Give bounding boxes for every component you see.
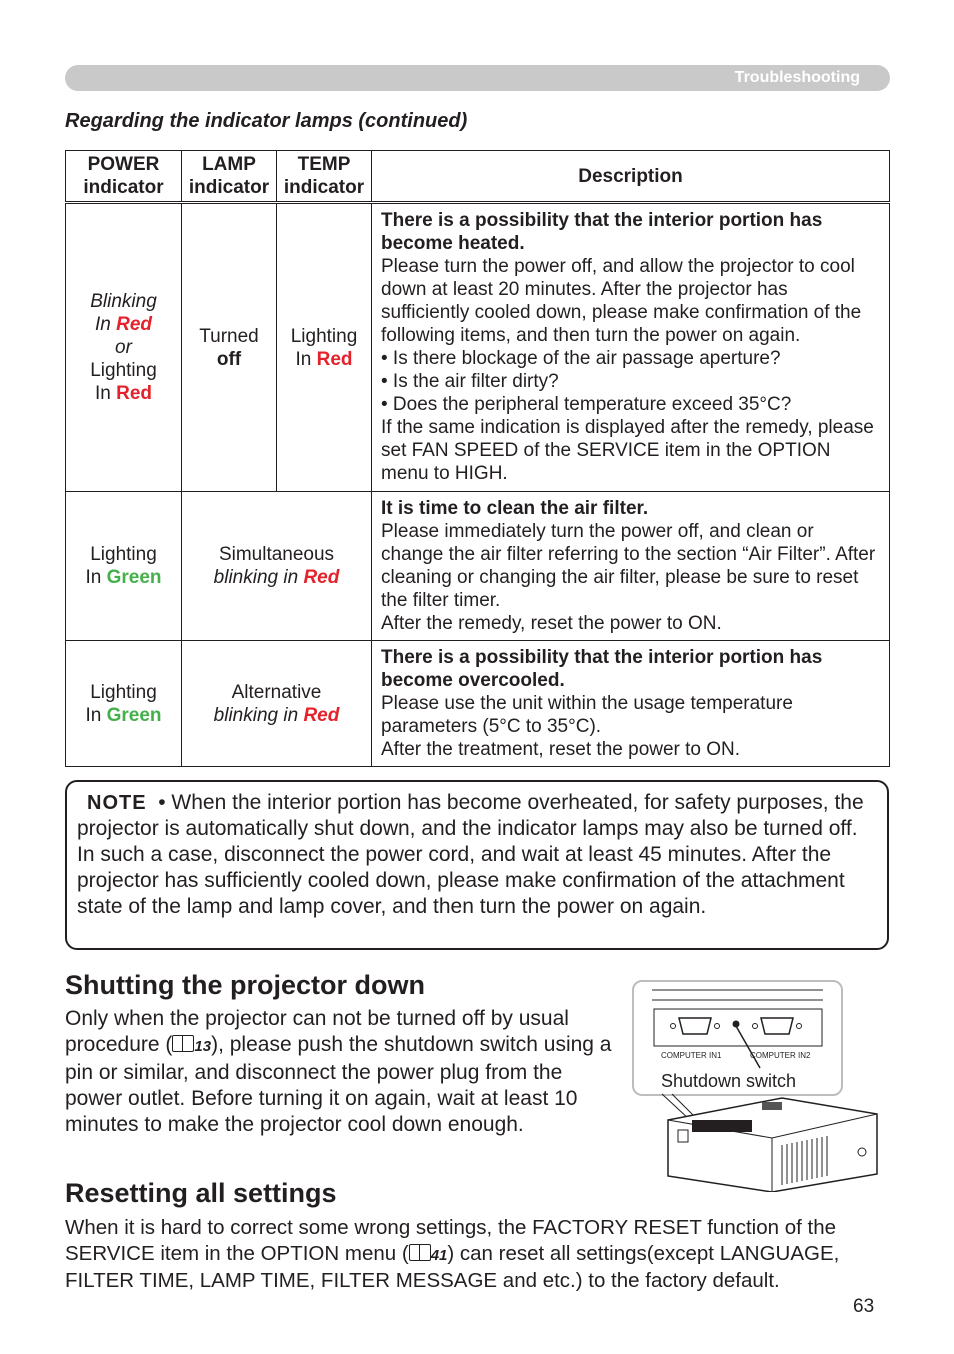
section-header-bar bbox=[65, 65, 890, 91]
shutdown-switch-figure bbox=[632, 980, 894, 1192]
row2-title: It is time to clean the air filter. bbox=[381, 497, 649, 519]
row1-body-1: Please turn the power off, and allow the projector to cool down at least 20 minutes. After the projector has sufficiently cooled down, please make confirmation of the following items, and then turn the power on again. bbox=[381, 256, 862, 346]
table-row bbox=[66, 492, 890, 641]
row3-description-cell bbox=[372, 641, 890, 767]
section-header-label: Troubleshooting bbox=[734, 69, 860, 86]
row1-lamp-cell: Turned off bbox=[182, 203, 277, 492]
projector-icon bbox=[668, 1098, 877, 1192]
table-row bbox=[66, 203, 890, 492]
header-power: POWER indicator bbox=[66, 151, 182, 203]
row1-body-5: If the same indication is displayed after the remedy, please set FAN SPEED of the SERVICE item in the OPTION menu to HIGH. bbox=[381, 417, 874, 484]
row1-body-4: • Does the peripheral temperature exceed 35°C? bbox=[381, 394, 792, 415]
reset-heading: Resetting all settings bbox=[65, 1178, 337, 1208]
row2-body-2: After the remedy, reset the power to ON. bbox=[381, 612, 722, 634]
subheading: Regarding the indicator lamps (continued) bbox=[65, 110, 468, 132]
row1-temp-cell: Lighting In Red bbox=[277, 203, 372, 492]
row2-body-1: Please immediately turn the power off, and clean or change the air filter referring to the section “Air Filter”. After cleaning or changing the air filter, please be sure to reset the filter timer. bbox=[381, 520, 876, 611]
port2-label: COMPUTER IN2 bbox=[750, 1051, 811, 1060]
row3-body-2: After the treatment, reset the power to ON. bbox=[381, 738, 741, 760]
row2-description-cell bbox=[372, 492, 890, 641]
table-row bbox=[66, 641, 890, 767]
page-number: 63 bbox=[853, 1296, 875, 1317]
row3-title: There is a possibility that the interior portion has become overcooled. bbox=[381, 646, 823, 691]
reset-paragraph: When it is hard to correct some wrong settings, the FACTORY RESET function of the SERVICE item in the OPTION menu ( 41) can reset all settings(except LANGUAGE, FILTER TIME, LAMP TIME, FILTER MESSAGE and etc.) to the factory default. bbox=[65, 1216, 840, 1292]
note-text: • When the interior portion has become overheated, for safety purposes, the projector is automatically shut down, and the indicator lamps may also be turned off. In such a case, disconnect the power cord, and wait at least 45 minutes. After the projector has sufficiently cooled down, please make confirmation of the attachment state of the lamp and lamp cover, and then turn the power on again. bbox=[77, 791, 864, 918]
row1-body-3: • Is the air filter dirty? bbox=[381, 371, 559, 392]
row3-power-cell: Lighting In Green bbox=[66, 641, 182, 767]
row3-lamp-temp-cell: Alternative blinking in Red bbox=[182, 641, 372, 767]
shutdown-paragraph: Only when the projector can not be turned off by usual procedure ( 13), please push the shutdown switch using a pin or similar, and disconnect the power plug from the power outlet. Before turning it on again, wait at least 10 minutes to make the projector cool down enough. bbox=[65, 1007, 612, 1136]
row1-power-cell: Blinking In Red or Lighting In Red bbox=[66, 203, 182, 492]
row2-power-cell: Lighting In Green bbox=[66, 492, 182, 641]
shutdown-heading: Shutting the projector down bbox=[65, 970, 425, 1000]
note-box bbox=[65, 780, 889, 950]
row3-body-1: Please use the unit within the usage temperature parameters (5°C to 35°C). bbox=[381, 692, 793, 737]
table-header-row bbox=[66, 151, 890, 203]
row2-lamp-temp-cell: Simultaneous blinking in Red bbox=[182, 492, 372, 641]
shutdown-switch-caption: Shutdown switch bbox=[661, 1071, 797, 1091]
row1-body-2: • Is there blockage of the air passage aperture? bbox=[381, 348, 781, 369]
header-description: Description bbox=[372, 151, 890, 203]
indicator-table bbox=[65, 150, 890, 767]
header-lamp: LAMP indicator bbox=[182, 151, 277, 203]
book-icon bbox=[172, 1035, 194, 1052]
book-icon bbox=[409, 1244, 431, 1261]
port1-label: COMPUTER IN1 bbox=[661, 1051, 722, 1060]
page-ref-13[interactable]: 13 bbox=[194, 1038, 212, 1055]
note-tag: NOTE bbox=[87, 792, 147, 814]
row1-title: There is a possibility that the interior portion has become heated. bbox=[381, 210, 823, 254]
header-temp: TEMP indicator bbox=[277, 151, 372, 203]
row1-description-cell bbox=[372, 203, 890, 492]
page-ref-41[interactable]: 41 bbox=[430, 1246, 448, 1264]
